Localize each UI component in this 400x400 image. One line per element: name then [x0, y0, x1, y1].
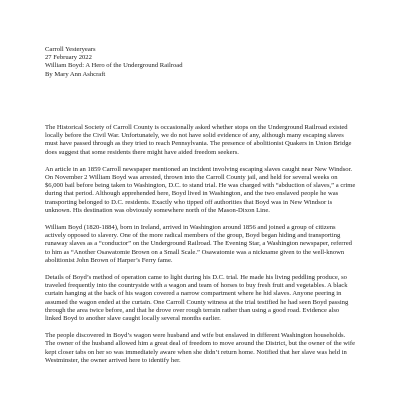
article-header: [45, 46, 365, 79]
paragraph: The Historical Society of Carroll County is occasionally asked whether stops on the Underground Railroad existed locally before the Civil War. Unfortunately, we do not have solid evidence of any, although many escaping slaves must have passed through as they tried to reach Pennsylvania. The presence of abolitionist Quakers in Union Bridge does suggest that some residents there might have aided freedom seekers.: [45, 124, 352, 156]
article-title: William Boyd: A Hero of the Underground Railroad: [45, 62, 183, 70]
article-byline: By Mary Ann Ashcraft: [45, 70, 106, 78]
paragraph: The people discovered in Boyd’s wagon were husband and wife but enslaved in different Washington households. The owner of the husband allowed him a great deal of freedom to move around the District, but the owner of the wife kept closer tabs on her so was immediately aware when she didn’t return home. Notified that her slave was held in Westminster, the owner arrived here to identify her.: [45, 332, 355, 364]
paragraph: An article in an 1859 Carroll newspaper mentioned an incident involving escaping slaves caught near New Windsor. On November 2 William Boyd was arrested, thrown into the Carroll County jail, and held for several weeks on $6,000 bail before being taken to Washington, D.C. to stand trial. He was charged with “abduction of slaves,” a crime during that period. Although apprehended here, Boyd lived in Washington, and the two enslaved people he was transporting belonged to D.C. residents. Exactly who tipped off authorities that Boyd was in New Windsor is unknown. His destination was obviously somewhere north of the Mason-Dixon Line.: [45, 165, 356, 214]
article-date: 27 February 2022: [45, 54, 92, 62]
paragraph: Details of Boyd’s method of operation came to light during his D.C. trial. He made his living peddling produce, so traveled frequently into the countryside with a wagon and team of horses to buy fresh fruit and vegetables. A black curtain hanging at the back of his wagon covered a narrow compartment where he hid slaves. Anyone peering in assumed the wagon ended at the curtain. One Carroll County witness at the trial testified he had seen Boyd passing through the area twice before, and that he drove over rough terrain rather than using a good road. Evidence also linked Boyd to another slave caught locally several months earlier.: [45, 274, 349, 323]
publication-name: Carroll Yesteryears: [45, 46, 96, 53]
paragraph: William Boyd (1820-1884), born in Ireland, arrived in Washington around 1856 and joined a group of citizens actively opposed to slavery. One of the more radical members of the group, Boyd began hiding and transporting runaway slaves as a “conductor” on the Underground Railroad. The Evening Star, a Washington newspaper, referred to him as “Another Osawatomie Brown on a Small Scale.” Osawatomie was a nickname given to the well-known abolitionist John Brown of Harper’s Ferry fame.: [45, 224, 352, 264]
article-body: [45, 124, 357, 374]
